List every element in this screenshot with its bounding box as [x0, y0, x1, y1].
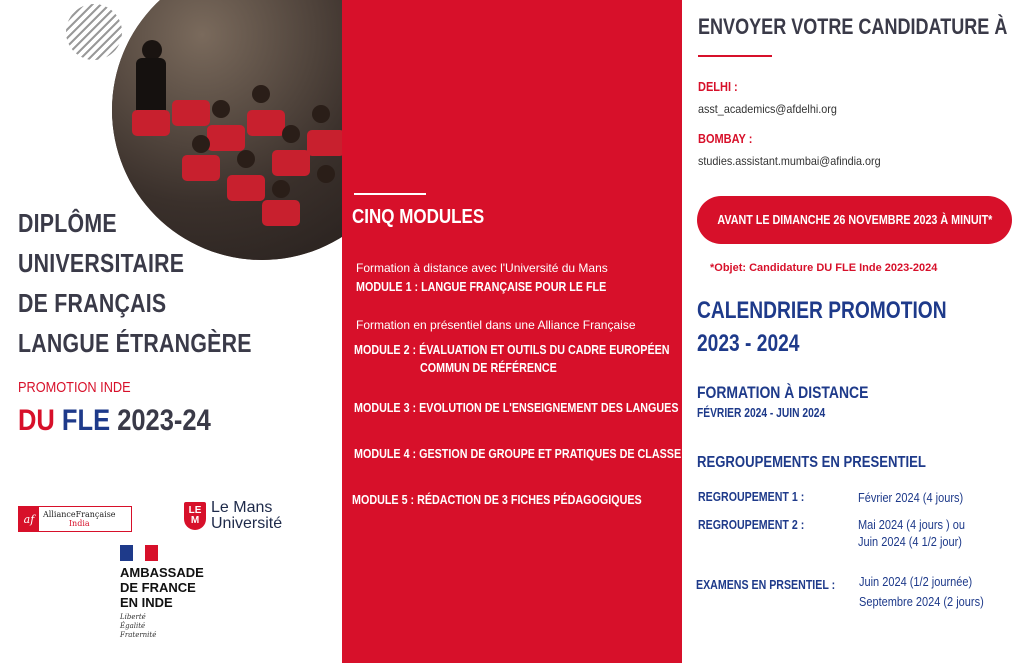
fle-word: FLE	[61, 404, 111, 437]
deadline-badge	[697, 196, 1012, 244]
ambassade-line1: AMBASSADE	[120, 565, 204, 580]
regroupement-2-value-1: Mai 2024 (4 jours ) ou	[858, 518, 966, 532]
year-label: 2023-24	[117, 404, 211, 437]
objet-note: *Objet: Candidature DU FLE Inde 2023-2024	[710, 262, 938, 274]
regroupement-1-label: REGROUPEMENT 1 :	[698, 490, 805, 504]
regroupements-heading: REGROUPEMENTS EN PRESENTIEL	[697, 454, 926, 471]
le-mans-universite-logo	[184, 500, 282, 532]
title-line-4: LANGUE ÉTRANGÈRE	[18, 328, 252, 358]
application-panel	[682, 0, 1024, 663]
af-mark-icon: af	[19, 507, 39, 531]
regroupement-2-value-2: Juin 2024 (4 1/2 jour)	[858, 535, 962, 549]
module-2-line2: COMMUN DE RÉFÉRENCE	[420, 361, 557, 375]
module-5: MODULE 5 : RÉDACTION DE 3 FICHES PÉDAGOGIQUES	[352, 493, 642, 507]
ambassade-line3: EN INDE	[120, 595, 173, 610]
delhi-email[interactable]: asst_academics@afdelhi.org	[698, 102, 837, 116]
examens-value-2: Septembre 2024 (2 jours)	[859, 595, 984, 609]
calendar-heading-line2: 2023 - 2024	[697, 330, 800, 357]
alliance-india: India	[68, 519, 90, 528]
title-line-3: DE FRANÇAIS	[18, 288, 167, 318]
du-word: DU	[18, 404, 55, 437]
decorative-stripe-circle	[66, 4, 122, 60]
motto-egalite: Égalité	[120, 622, 146, 630]
le-mans-line2: Université	[211, 515, 283, 532]
examens-value-1: Juin 2024 (1/2 journée)	[859, 575, 973, 589]
module-3: MODULE 3 : EVOLUTION DE L'ENSEIGNEMENT DES LANGUES	[354, 401, 679, 415]
presentiel-note: Formation en présentiel dans une Alliance Française	[356, 318, 636, 332]
regroupement-1-value: Février 2024 (4 jours)	[858, 491, 964, 505]
module-2-line1: MODULE 2 : ÉVALUATION ET OUTILS DU CADRE EUROPÉEN	[354, 343, 670, 357]
title-line-2: UNIVERSITAIRE	[18, 248, 185, 278]
modules-panel	[342, 0, 682, 663]
bombay-label: BOMBAY :	[698, 132, 753, 146]
send-heading: ENVOYER VOTRE CANDIDATURE À	[698, 14, 1008, 39]
alliance-name: AllianceFrançaise	[43, 510, 116, 519]
promotion-label: PROMOTION INDE	[18, 379, 131, 396]
distance-note: Formation à distance avec l'Université du Mans	[356, 261, 608, 275]
deadline-text: AVANT LE DIMANCHE 26 NOVEMBRE 2023 À MINUIT*	[717, 213, 992, 227]
delhi-label: DELHI :	[698, 80, 738, 94]
motto-liberte: Liberté	[120, 613, 146, 621]
examens-label: EXAMENS EN PRSENTIEL :	[696, 578, 836, 592]
ambassade-line2: DE FRANCE	[120, 580, 196, 595]
le-mans-line1: Le Mans	[211, 499, 273, 516]
bombay-email[interactable]: studies.assistant.mumbai@afindia.org	[698, 154, 881, 168]
module-1: MODULE 1 : LANGUE FRANÇAISE POUR LE FLE	[356, 280, 607, 294]
alliance-francaise-logo	[18, 506, 132, 532]
motto-fraternite: Fraternité	[120, 631, 157, 639]
regroupement-2-label: REGROUPEMENT 2 :	[698, 518, 805, 532]
title-line-1: DIPLÔME	[18, 208, 117, 238]
ambassade-logo-text	[120, 565, 204, 610]
distance-dates: FÉVRIER 2024 - JUIN 2024	[697, 406, 826, 420]
le-mans-shield-icon: LE M	[184, 502, 206, 530]
calendar-heading-line1: CALENDRIER PROMOTION	[697, 297, 947, 324]
module-4: MODULE 4 : GESTION DE GROUPE ET PRATIQUES DE CLASSE	[354, 447, 682, 461]
distance-heading: FORMATION À DISTANCE	[697, 383, 869, 402]
republic-motto	[120, 613, 156, 640]
french-flag-icon	[120, 545, 158, 561]
divider	[354, 193, 426, 195]
left-panel	[0, 0, 342, 663]
modules-heading: CINQ MODULES	[352, 206, 485, 228]
du-fle-title	[18, 404, 211, 438]
divider	[698, 55, 772, 57]
